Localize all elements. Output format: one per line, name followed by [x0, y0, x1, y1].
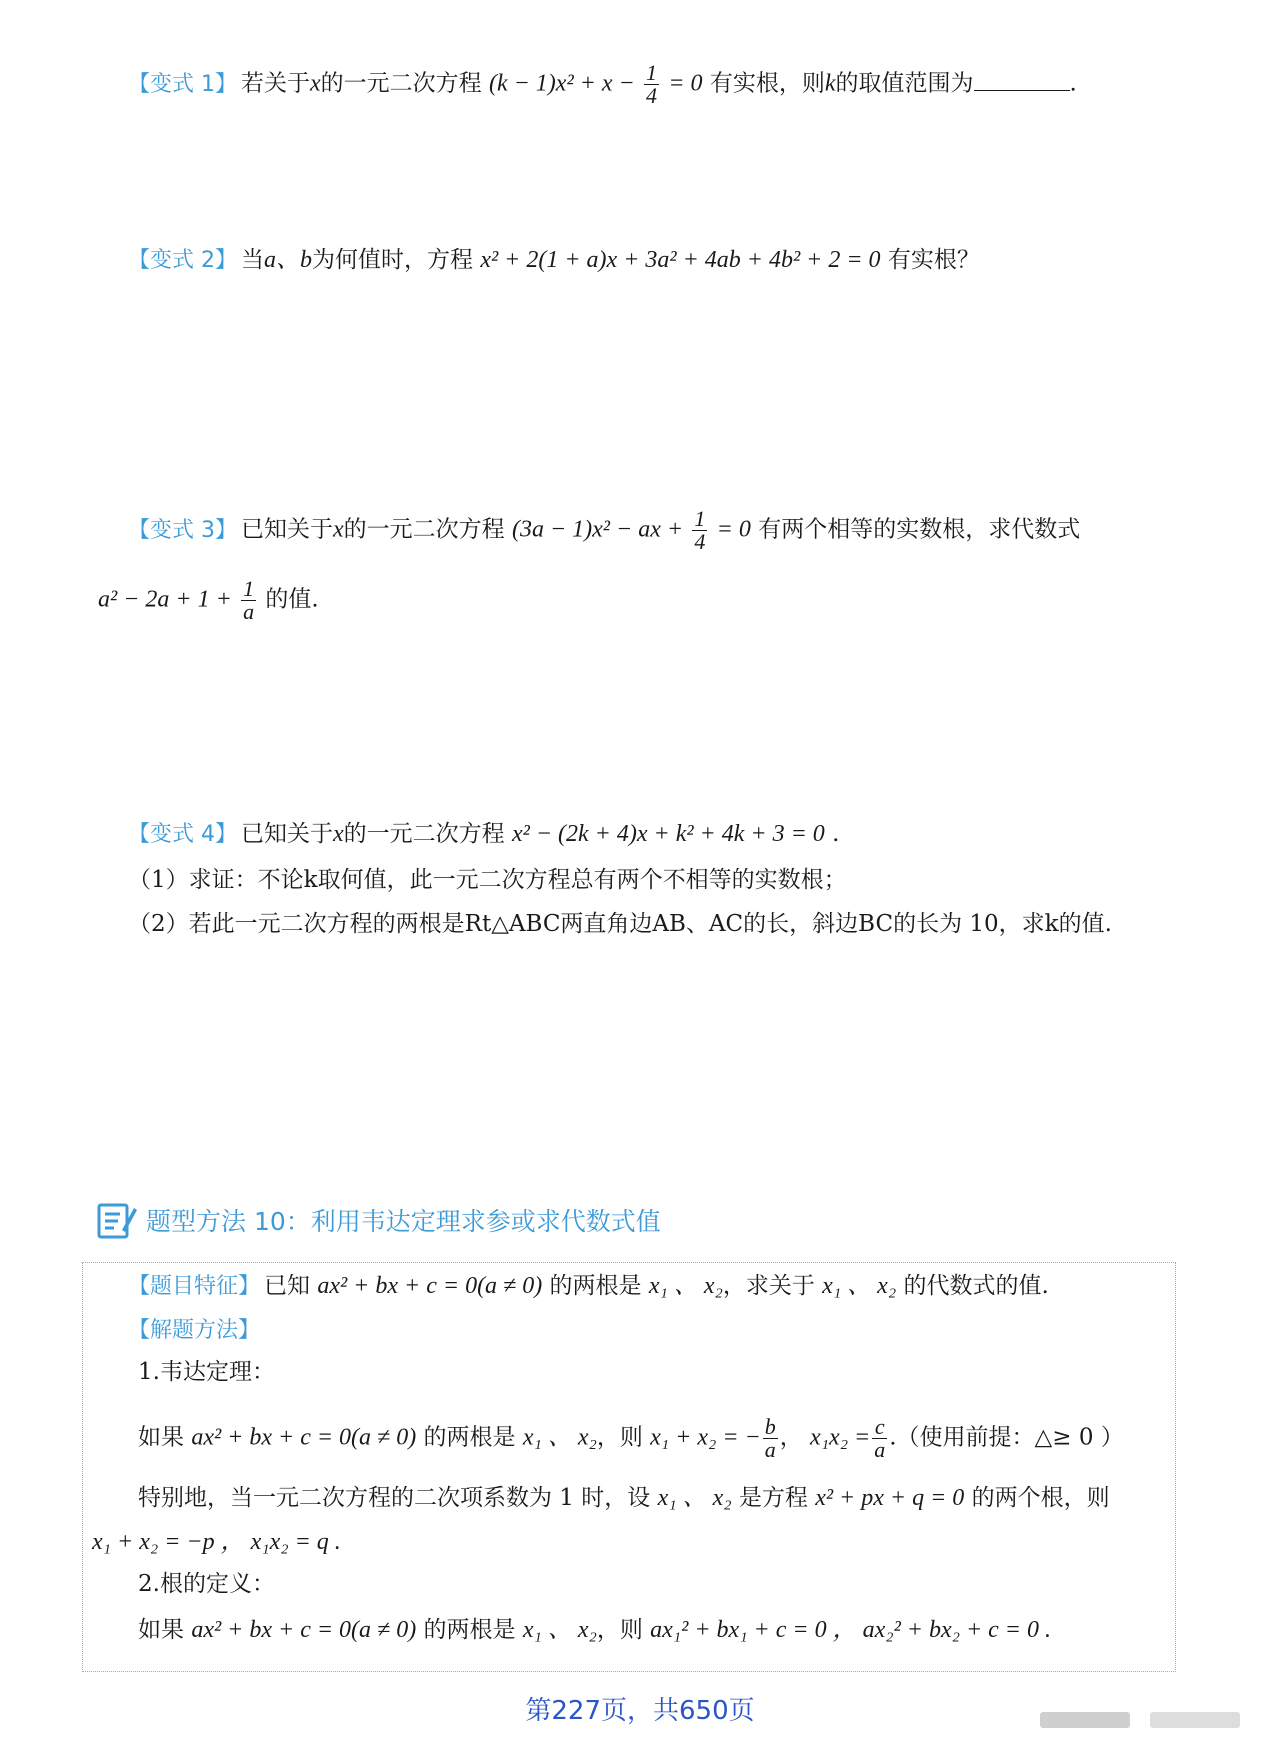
- scrollbar[interactable]: [1040, 1712, 1130, 1728]
- variant-2: 【变式 2】 当a、b为何值时，方程 x² + 2(1 + a)x + 3a² + 4ab + 4b² + 2 = 0 有实根？: [128, 247, 980, 273]
- special-line: 特别地，当一元二次方程的二次项系数为 1 时，设 x₁ 、 x₂ 是方程 x² + px + q = 0 的两个根，则: [138, 1485, 1110, 1511]
- section-title: 题型方法 10：利用韦达定理求参或求代数式值: [146, 1207, 661, 1236]
- feature-line: 【题目特征】 已知 ax² + bx + c = 0(a ≠ 0) 的两根是 x₁ 、 x₂，求关于 x₁ 、 x₂ 的代数式的值.: [128, 1273, 1049, 1299]
- fraction: $\frac{1}{a}$: [243, 576, 255, 624]
- section-heading: [96, 1200, 661, 1244]
- fraction: $\frac{b}{a}$: [764, 1414, 776, 1462]
- feature-tag: 【题目特征】: [128, 1274, 261, 1299]
- variant-tag: 【变式 1】: [128, 71, 237, 97]
- variant-tag: 【变式 2】: [128, 248, 237, 273]
- solve-tag: 【解题方法】: [128, 1318, 261, 1343]
- variant-tag: 【变式 3】: [128, 517, 237, 543]
- equation: x² + 2(1 + a)x + 3a² + 4ab + 4b² + 2 = 0: [480, 247, 881, 273]
- variant-tag: 【变式 4】: [128, 822, 237, 847]
- variant-4: 【变式 4】 已知关于x的一元二次方程 x² − (2k + 4)x + k² + 4k + 3 = 0 .: [128, 821, 840, 847]
- fraction: $\frac{1}{4}$: [646, 60, 658, 108]
- equation: (k − 1)x² + x −: [488, 70, 635, 97]
- item-1-heading: 1.韦达定理：: [138, 1359, 275, 1385]
- note-edit-icon: [96, 1200, 138, 1244]
- variant-3: 【变式 3】 已知关于x的一元二次方程 (3a − 1)x² − ax + $\frac{1}{4}$ = 0 有两个相等的实数根，求代数式: [128, 506, 1081, 554]
- scrollbar-thumb[interactable]: [1150, 1712, 1240, 1728]
- fraction: $\frac{c}{a}$: [874, 1414, 886, 1462]
- special-line-2: x₁ + x₂ = −p ， x₁x₂ = q .: [92, 1529, 341, 1555]
- item-2-heading: 2.根的定义：: [138, 1571, 275, 1597]
- equation: x² − (2k + 4)x + k² + 4k + 3 = 0: [511, 821, 825, 847]
- vieta-line: 如果 ax² + bx + c = 0(a ≠ 0) 的两根是 x₁ 、 x₂，则 x₁ + x₂ = − $\frac{b}{a}$ ， x₁x₂ = $\frac{c}{a}$ .（使用前提：△≥ 0 ）: [138, 1414, 1124, 1462]
- variant-4-part-2: （2）若此一元二次方程的两根是Rt△ABC两直角边AB、AC的长，斜边BC的长为 10，求k的值.: [128, 911, 1112, 937]
- answer-blank: [974, 68, 1070, 91]
- fraction: $\frac{1}{4}$: [694, 506, 706, 554]
- variant-3-line-2: a² − 2a + 1 + $\frac{1}{a}$ 的值.: [98, 576, 319, 624]
- equation: (3a − 1)x² − ax +: [511, 516, 684, 543]
- page-number: 第227页，共650页: [525, 1696, 755, 1726]
- solve-tag-line: [128, 1312, 264, 1349]
- definition-line: 如果 ax² + bx + c = 0(a ≠ 0) 的两根是 x₁ 、 x₂，则 ax₁² + bx₁ + c = 0 ， ax₂² + bx₂ + c = 0 .: [138, 1617, 1052, 1643]
- variant-1: 【变式 1】 若关于x的一元二次方程 (k − 1)x² + x − $\frac{1}{4}$ = 0 有实根，则k的取值范围为 .: [128, 60, 1077, 108]
- variant-4-part-1: （1）求证：不论k取何值，此一元二次方程总有两个不相等的实数根；: [128, 867, 847, 893]
